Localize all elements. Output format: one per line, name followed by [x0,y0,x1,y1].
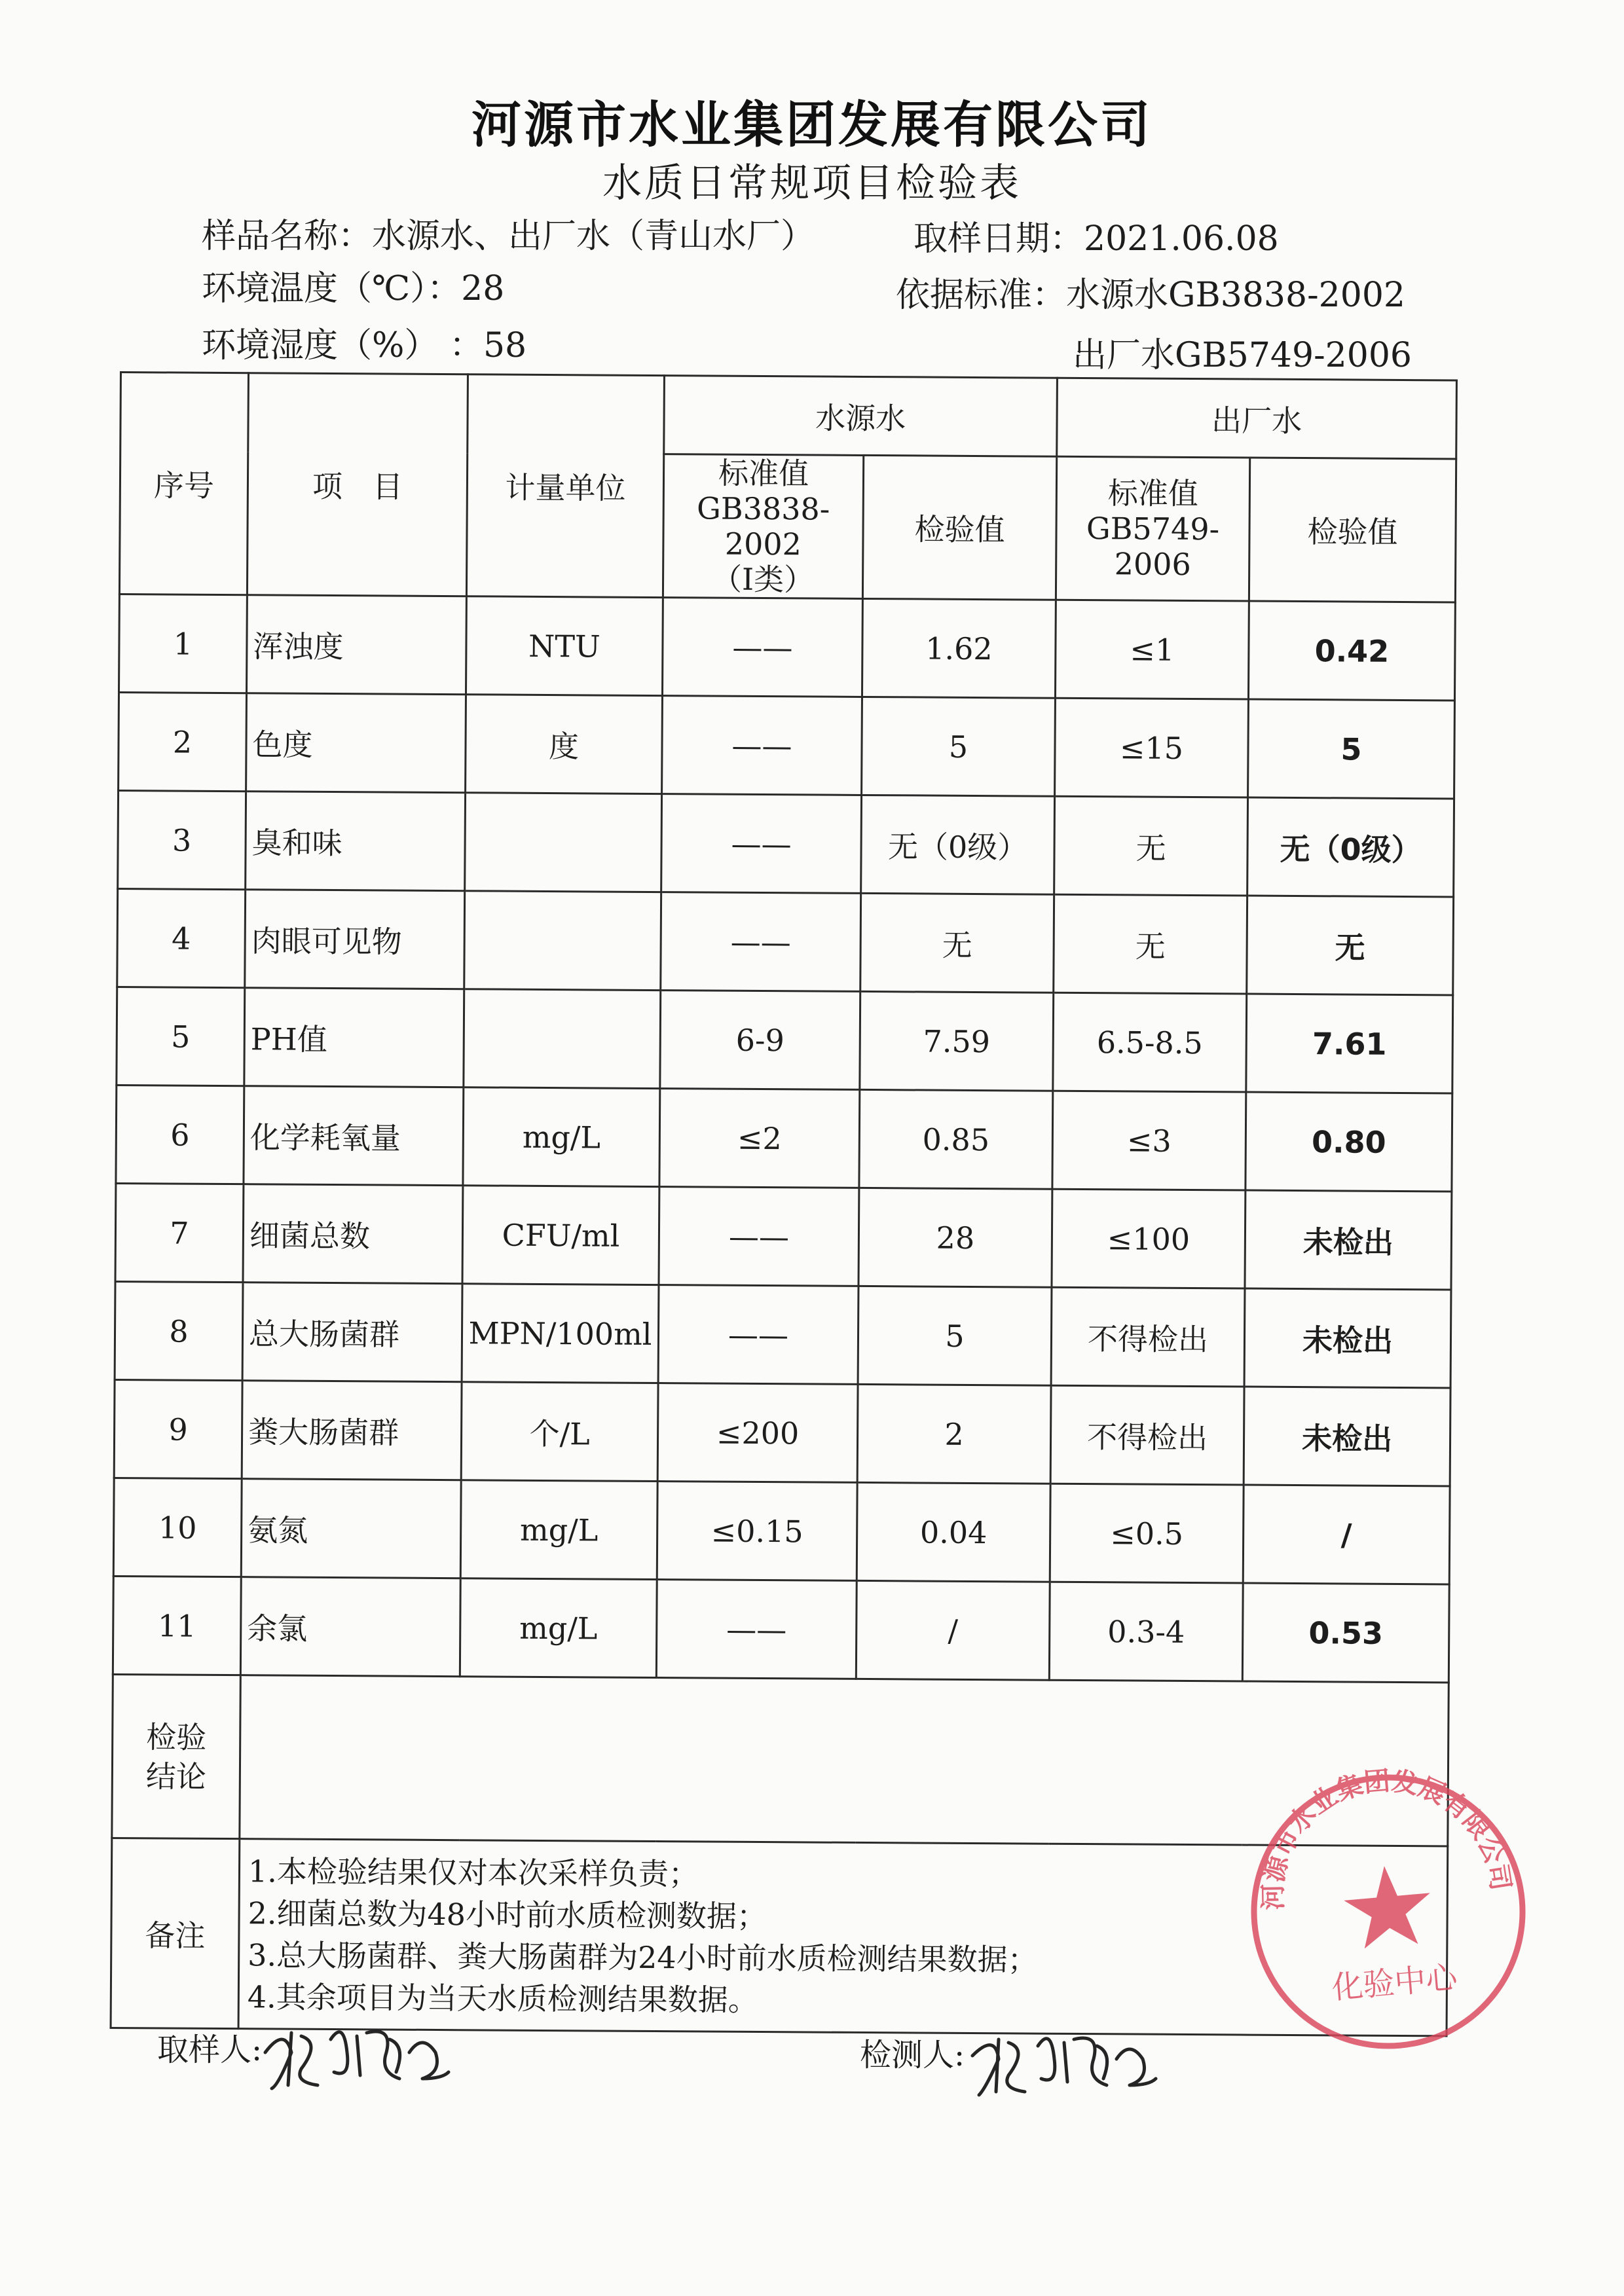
row-unit: CFU/ml [462,1186,659,1285]
row-outlet-value: 0.42 [1248,601,1455,701]
row-no: 7 [115,1183,244,1282]
header-outlet-standard: 标准值 GB5749-2006 [1056,456,1249,601]
table-row [115,1281,1451,1387]
row-outlet-standard: 不得检出 [1050,1385,1244,1485]
row-no: 2 [119,693,247,792]
row-source-value: 5 [858,1286,1052,1385]
sampler-label: 取样人: [157,2032,263,2068]
row-outlet-value: 无（0级） [1247,797,1454,897]
row-unit: mg/L [460,1578,657,1678]
row-item: 粪大肠菌群 [242,1381,462,1480]
row-item: 余氯 [240,1577,460,1677]
row-source-standard: 6-9 [660,991,860,1090]
row-item: 化学耗氧量 [244,1086,464,1186]
row-outlet-standard: 6.5-8.5 [1053,993,1247,1092]
row-source-value: 0.85 [859,1089,1053,1189]
table-row [116,1085,1452,1191]
row-outlet-value: 未检出 [1244,1387,1450,1486]
row-source-standard: —— [661,892,861,992]
row-source-standard: —— [662,598,862,697]
row-no: 1 [119,594,248,693]
row-no: 10 [113,1478,242,1576]
sampling-date: 取样日期：2021.06.08 [913,219,1279,259]
remark-line: 1.本检验结果仅对本次采样负责； [248,1853,699,1891]
standard-line-2: 出厂水GB5749-2006 [1073,336,1412,375]
row-source-standard: —— [658,1285,858,1385]
table-row [115,1183,1452,1289]
row-source-standard: —— [662,696,862,795]
row-no: 5 [117,987,245,1085]
tester-signature-icon [966,2020,1175,2105]
row-source-value: 2 [857,1384,1051,1484]
header-source-value: 检验值 [862,455,1056,600]
row-source-value: 7.59 [860,991,1054,1091]
row-unit: NTU [466,596,663,696]
remark-line: 2.细菌总数为48小时前水质检测数据； [248,1895,767,1934]
table-row [117,888,1454,994]
tester-label: 检测人: [860,2037,965,2073]
table-row [119,693,1455,799]
row-unit: MPN/100ml [462,1284,659,1383]
table-row [113,1576,1449,1682]
row-outlet-value: 0.53 [1242,1583,1449,1683]
remark-line: 4.其余项目为当天水质检测结果数据。 [247,1978,758,2018]
row-source-standard: ≤0.15 [657,1482,857,1581]
row-no: 3 [118,790,246,889]
header-unit: 计量单位 [466,374,664,598]
table-row [117,987,1453,1093]
row-outlet-value: 7.61 [1246,994,1453,1093]
row-outlet-value: 5 [1248,699,1455,799]
official-seal-icon [1232,1756,1545,2068]
row-item: 总大肠菌群 [242,1283,462,1382]
row-unit: mg/L [460,1480,657,1580]
row-item: PH值 [244,988,464,1087]
row-item: 色度 [246,693,466,793]
row-source-value: / [856,1580,1050,1680]
row-unit: 个/L [461,1382,658,1482]
company-name: 河源市水业集团发展有限公司 [471,96,1153,154]
row-source-value: 1.62 [862,598,1056,698]
ambient-temperature: 环境温度（℃）：28 [202,269,505,308]
row-source-value: 无（0级） [861,795,1055,894]
remark-line: 3.总大肠菌群、粪大肠菌群为24小时前水质检测结果数据； [248,1937,1038,1978]
row-outlet-standard: 无 [1054,796,1248,896]
row-unit [464,989,661,1089]
row-item: 细菌总数 [243,1184,463,1284]
row-source-standard: —— [656,1580,857,1679]
table-row [114,1379,1450,1485]
table-row [113,1478,1450,1584]
form-title: 水质日常规项目检验表 [602,160,1022,206]
row-outlet-standard: 0.3-4 [1049,1582,1243,1681]
seal-center-text: 化验中心 [1330,1959,1459,2007]
header-outlet-water: 出厂水 [1057,378,1457,459]
row-outlet-standard: ≤1 [1055,600,1249,699]
table-row [119,594,1456,701]
row-source-value: 28 [858,1188,1052,1287]
row-no: 8 [115,1281,243,1380]
header-no: 序号 [119,373,248,595]
row-outlet-value: 无 [1247,896,1454,995]
header-source-standard: 标准值 GB3838-2002 （Ⅰ类） [663,454,863,599]
row-outlet-value: / [1243,1485,1450,1584]
row-unit: mg/L [463,1087,660,1187]
row-unit [464,891,661,991]
row-outlet-standard: ≤100 [1052,1189,1246,1288]
conclusion-label: 检验 结论 [112,1674,241,1838]
row-no: 4 [117,888,246,987]
row-source-value: 5 [862,697,1056,796]
standard-line-1: 依据标准：水源水GB3838-2002 [896,276,1405,315]
row-outlet-standard: ≤3 [1052,1091,1246,1190]
row-no: 6 [116,1085,244,1184]
row-outlet-standard: 不得检出 [1051,1287,1245,1387]
row-outlet-value: 0.80 [1246,1092,1452,1192]
row-item: 浑浊度 [247,595,467,695]
sample-name: 样品名称：水源水、出厂水（青山水厂） [202,217,815,256]
row-outlet-value: 未检出 [1244,1288,1451,1388]
row-item: 氨氮 [241,1479,461,1578]
header-source-water: 水源水 [664,376,1058,457]
table-row [118,790,1454,896]
row-source-value: 无 [860,893,1054,993]
row-source-standard: ≤2 [659,1089,860,1188]
seal-ring-text: 河源市水业集团发展有限公司 [1258,1766,1516,1910]
row-unit: 度 [466,695,663,794]
row-source-value: 0.04 [857,1482,1050,1582]
row-source-standard: —— [659,1187,859,1286]
header-item: 项 目 [247,373,468,596]
ambient-humidity: 环境湿度（%） ：58 [202,326,527,365]
row-outlet-standard: ≤0.5 [1050,1484,1244,1583]
row-outlet-standard: 无 [1054,894,1247,994]
sampler-signature-icon [259,2013,468,2098]
row-outlet-standard: ≤15 [1055,698,1249,797]
row-source-standard: —— [661,794,862,894]
row-no: 11 [113,1576,241,1675]
remarks-label: 备注 [111,1838,240,2028]
row-outlet-value: 未检出 [1245,1190,1452,1290]
row-unit [465,793,662,892]
row-no: 9 [114,1379,242,1478]
row-item: 肉眼可见物 [245,890,465,989]
header-outlet-value: 检验值 [1249,458,1456,602]
row-source-standard: ≤200 [657,1383,858,1483]
row-item: 臭和味 [246,792,466,891]
